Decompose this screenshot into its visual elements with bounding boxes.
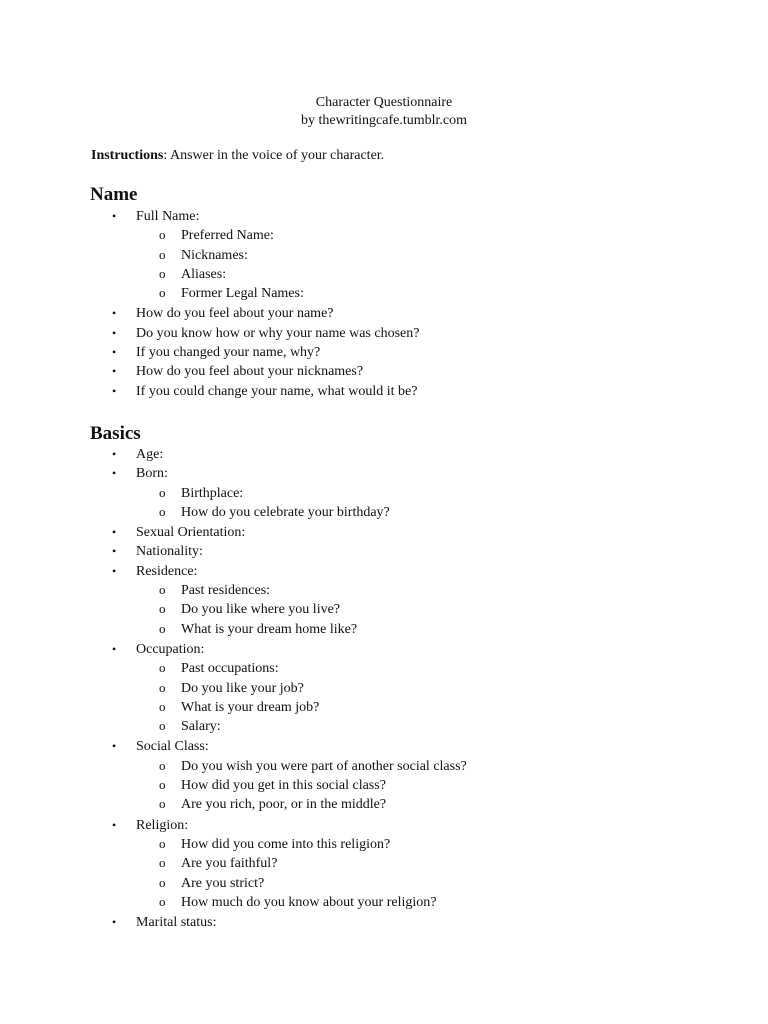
sub-list-item	[136, 679, 467, 698]
list-item-text: Occupation:	[136, 641, 205, 657]
list-item-text: Religion:	[136, 817, 189, 833]
instructions-text: : Answer in the voice of your character.	[163, 148, 385, 163]
sub-list-item	[136, 659, 467, 678]
sub-list	[136, 581, 467, 639]
sub-list	[136, 835, 467, 912]
sub-list	[136, 484, 467, 523]
sub-list-item-text: What is your dream home like?	[181, 621, 358, 637]
hollow-bullet-icon: o	[159, 835, 166, 851]
list-item-text: Age:	[136, 447, 164, 462]
list-item	[0, 343, 419, 362]
list-item	[0, 913, 467, 932]
list-item-text: Born:	[136, 466, 168, 482]
sub-list-item-text: Are you rich, poor, or in the middle?	[181, 797, 387, 813]
list-item-text: Residence:	[136, 563, 198, 579]
list-item	[0, 382, 419, 401]
list-item-text: How do you feel about your name?	[136, 306, 334, 322]
list-item-text: Marital status:	[136, 915, 217, 931]
list-item	[0, 324, 419, 343]
sub-list	[136, 659, 467, 736]
sub-list-item	[136, 757, 467, 776]
sub-list-item-text: Former Legal Names:	[181, 286, 304, 302]
hollow-bullet-icon: o	[159, 718, 166, 734]
list-item	[0, 562, 467, 639]
list-item-text: If you changed your name, why?	[136, 345, 321, 361]
hollow-bullet-icon: o	[159, 484, 166, 500]
sub-list-item-text: Aliases:	[181, 266, 227, 282]
instructions-label: Instructions	[91, 148, 164, 163]
bullet-icon: •	[112, 641, 117, 656]
hollow-bullet-icon: o	[159, 777, 166, 793]
sub-list-item-text: Past residences:	[181, 583, 271, 599]
list-item-text: Sexual Orientation:	[136, 525, 246, 541]
sub-list	[136, 757, 467, 815]
hollow-bullet-icon: o	[159, 620, 166, 636]
title-block	[0, 94, 768, 130]
hollow-bullet-icon: o	[159, 503, 166, 519]
bullet-icon: •	[112, 209, 117, 223]
sub-list-item	[136, 854, 467, 873]
list-item	[0, 816, 467, 912]
bullet-icon: •	[112, 364, 117, 379]
list-item	[0, 445, 467, 464]
sub-list-item-text: Are you faithful?	[181, 856, 278, 872]
hollow-bullet-icon: o	[159, 757, 166, 773]
list-item	[0, 737, 467, 814]
sub-list-item	[136, 265, 419, 284]
sub-list-item-text: Nicknames:	[181, 247, 248, 263]
bullet-icon: •	[112, 544, 117, 559]
bullet-icon: •	[112, 525, 117, 540]
list-item	[0, 542, 467, 561]
sub-list-item-text: How did you come into this religion?	[181, 836, 391, 852]
document-byline: by thewritingcafe.tumblr.com	[300, 113, 467, 128]
list-item-text: Do you know how or why your name was chosen?	[136, 325, 420, 341]
section-title-basics: Basics	[90, 423, 141, 444]
sub-list-item	[136, 893, 467, 912]
hollow-bullet-icon: o	[159, 893, 166, 909]
bullet-icon: •	[112, 739, 117, 754]
section-list-name	[0, 207, 419, 401]
sub-list	[136, 226, 419, 303]
hollow-bullet-icon: o	[159, 679, 166, 695]
hollow-bullet-icon: o	[159, 601, 166, 617]
hollow-bullet-icon: o	[159, 660, 166, 676]
list-item	[0, 362, 419, 381]
list-item-text: If you could change your name, what would it be?	[136, 383, 418, 399]
hollow-bullet-icon: o	[159, 246, 166, 262]
sub-list-item	[136, 717, 467, 736]
hollow-bullet-icon: o	[159, 855, 166, 871]
sub-list-item	[136, 503, 467, 522]
bullet-icon: •	[112, 447, 117, 461]
sub-list-item	[136, 620, 467, 639]
hollow-bullet-icon: o	[159, 698, 166, 714]
sub-list-item-text: How did you get in this social class?	[181, 778, 386, 794]
document-title: Character Questionnaire	[315, 95, 453, 110]
bullet-icon: •	[112, 466, 117, 481]
bullet-icon: •	[112, 817, 117, 832]
sub-list-item-text: Are you strict?	[181, 875, 265, 891]
bullet-icon: •	[112, 563, 117, 578]
sub-list-item-text: How much do you know about your religion?	[181, 894, 437, 910]
list-item	[0, 304, 419, 323]
list-item-text: How do you feel about your nicknames?	[136, 364, 364, 380]
sub-list-item	[136, 874, 467, 893]
list-item-text: Social Class:	[136, 739, 209, 755]
sub-list-item-text: How do you celebrate your birthday?	[181, 504, 390, 520]
sub-list-item-text: Preferred Name:	[181, 228, 274, 244]
sub-list-item	[136, 581, 467, 600]
sub-list-item-text: Do you like your job?	[181, 680, 304, 696]
section-title-name: Name	[90, 184, 138, 205]
sub-list-item	[136, 600, 467, 619]
bullet-icon: •	[112, 915, 117, 930]
hollow-bullet-icon: o	[159, 227, 166, 243]
sub-list-item	[136, 246, 419, 265]
sub-list-item	[136, 484, 467, 503]
bullet-icon: •	[112, 325, 117, 340]
hollow-bullet-icon: o	[159, 582, 166, 598]
sub-list-item-text: Do you like where you live?	[181, 602, 341, 618]
sub-list-item	[136, 795, 467, 814]
list-item	[0, 640, 467, 736]
section-list-basics	[0, 445, 467, 932]
sub-list-item	[136, 776, 467, 795]
hollow-bullet-icon: o	[159, 265, 166, 281]
bullet-icon: •	[112, 383, 117, 398]
hollow-bullet-icon: o	[159, 285, 166, 301]
sub-list-item-text: Do you wish you were part of another social class?	[181, 758, 467, 774]
list-item	[0, 523, 467, 542]
list-item	[0, 464, 467, 522]
bullet-icon: •	[112, 345, 117, 360]
sub-list-item-text: Birthplace:	[181, 485, 244, 501]
sub-list-item	[136, 698, 467, 717]
sub-list-item-text: Past occupations:	[181, 661, 279, 677]
list-item-text: Nationality:	[136, 544, 203, 560]
sub-list-item	[136, 835, 467, 854]
sub-list-item-text: Salary:	[181, 719, 221, 735]
list-item	[0, 207, 419, 303]
sub-list-item-text: What is your dream job?	[181, 699, 320, 715]
sub-list-item	[136, 284, 419, 303]
sub-list-item	[136, 226, 419, 245]
list-item-text: Full Name:	[136, 209, 200, 224]
bullet-icon: •	[112, 306, 117, 321]
hollow-bullet-icon: o	[159, 796, 166, 812]
instructions-line	[91, 147, 384, 165]
hollow-bullet-icon: o	[159, 874, 166, 890]
